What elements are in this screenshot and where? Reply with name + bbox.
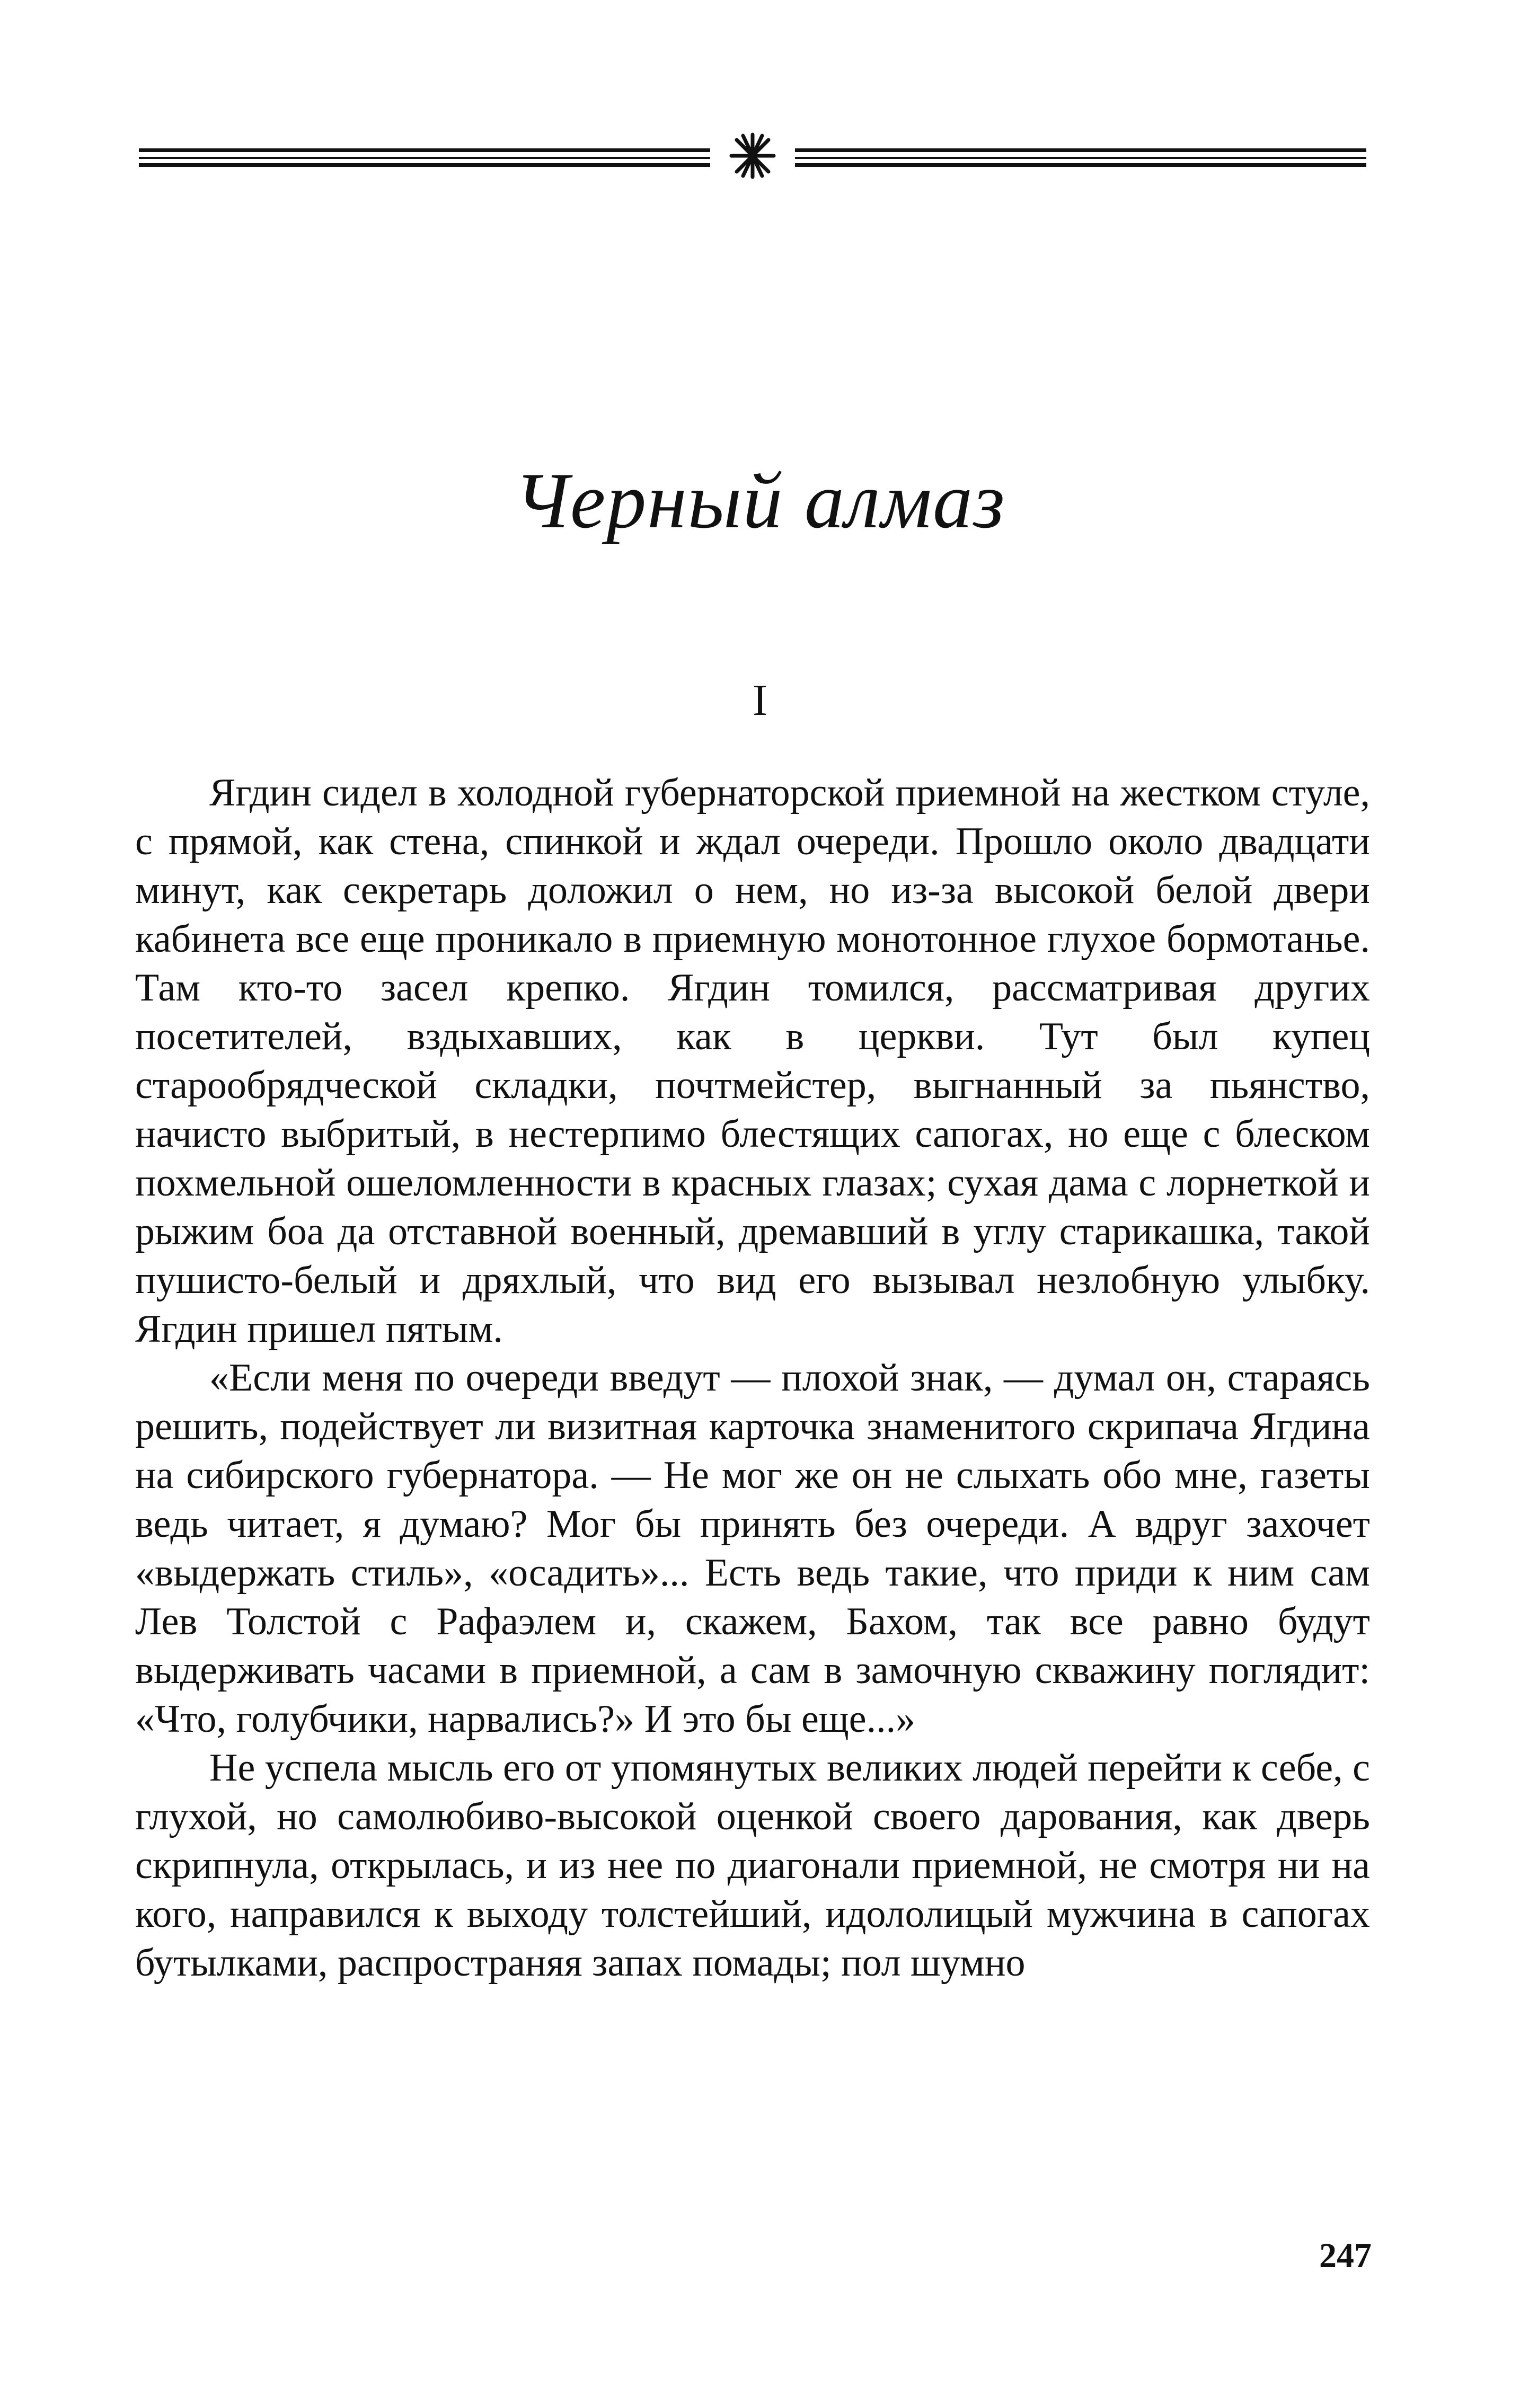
chapter-title: Черный алмаз (514, 457, 1006, 545)
section-number: I (753, 676, 767, 725)
body-text (135, 768, 1370, 1987)
star-ornament-icon (731, 135, 774, 177)
ornament-rule-left (139, 148, 710, 167)
paragraph-3: Не успела мысль его от упомянутых великих людей перейти к себе, с глухой, но самолюбиво-высокой оценкой своего дарования, как дверь скрипнула, открылась, и из нее по диагонали приемной, не смотря ни на кого, направился к выходу толстейший, идололицый мужчина в сапогах бутылками, распространяя запах помады; пол шумно (135, 1746, 1370, 1985)
paragraph-2: «Если меня по очереди введут — плохой знак, — думал он, стараясь решить, подействует ли визитная карточка знаменитого скрипача Ягдина на сибирского губернатора. — Не мог же он не слыхать обо мне, газеты ведь читает, я думаю? Мог бы принять без очереди. А вдруг захочет «выдержать стиль», «осадить»... Есть ведь такие, что приди к ним сам Лев Толстой с Рафаэлем и, скажем, Бахом, так все равно будут выдерживать часами в приемной, а сам в замочную скважину поглядит: «Что, голубчики, нарвались?» И это бы еще...» (135, 1356, 1370, 1741)
paragraph-1: Ягдин сидел в холодной губернаторской приемной на жестком стуле, с прямой, как стена, спинкой и ждал очереди. Прошло около двадцати минут, как секретарь доложил о нем, но из-за высокой белой двери кабинета все еще проникало в приемную монотонное глухое бормотанье. Там кто-то засел крепко. Ягдин томился, рассматривая других посетителей, вздыхавших, как в церкви. Тут был купец старообрядческой складки, почтмейстер, выгнанный за пьянство, начисто выбритый, в нестерпимо блестящих сапогах, но еще с блеском похмельной ошеломленности в красных глазах; сухая дама с лорнеткой и рыжим боа да отставной военный, дремавший в углу старикашка, такой пушисто-белый и дряхлый, что вид его вызывал незлобную улыбку. Ягдин пришел пятым. (135, 771, 1370, 1351)
header-ornament (139, 131, 1366, 179)
ornament-rule-right (795, 148, 1366, 167)
page-number: 247 (1319, 2236, 1372, 2275)
